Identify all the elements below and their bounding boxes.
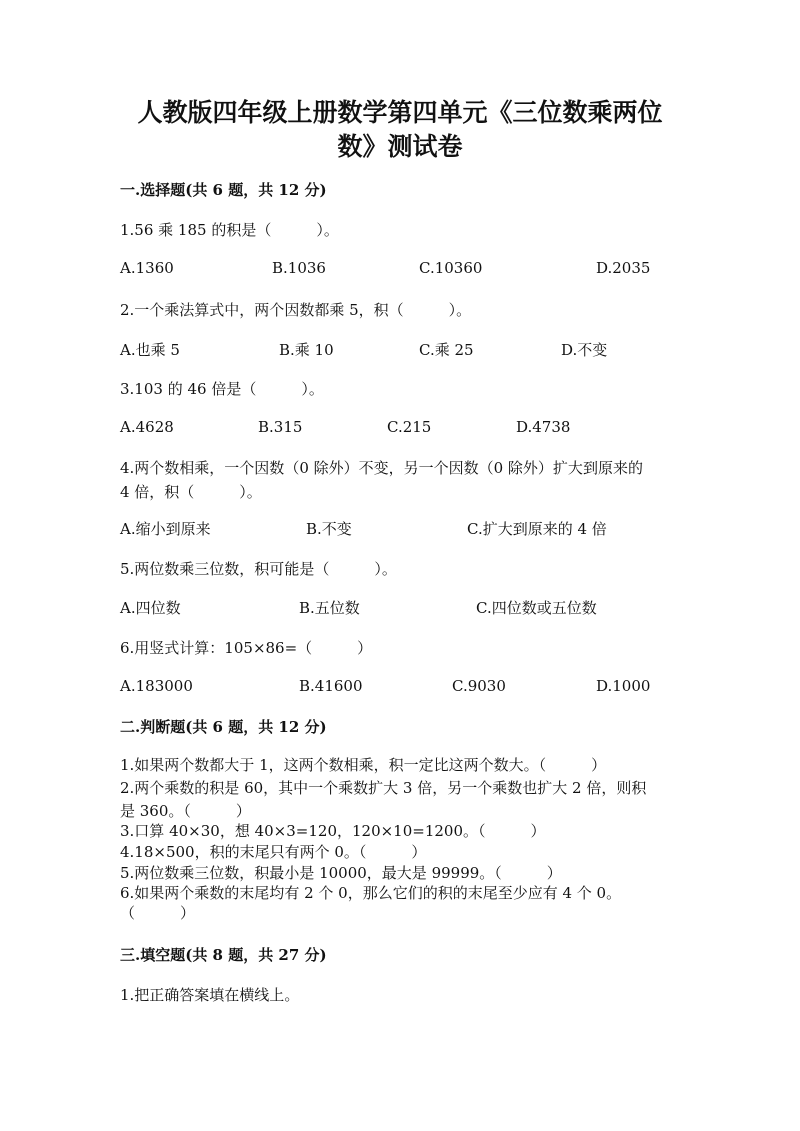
q3-option-c: C.215 <box>387 418 432 436</box>
question-4-line2: 4 倍，积（ ）。 <box>120 483 262 501</box>
section-heading-judge: 二.判断题(共 6 题，共 12 分) <box>120 718 327 736</box>
judge-item-2-line1: 2.两个乘数的积是 60，其中一个乘数扩大 3 倍，另一个乘数也扩大 2 倍，则积 <box>120 779 647 797</box>
q6-option-a: A.183000 <box>120 677 193 695</box>
q5-option-b: B.五位数 <box>299 599 360 617</box>
section-heading-fill: 三.填空题(共 8 题，共 27 分) <box>120 946 327 964</box>
q3-option-b: B.315 <box>258 418 303 436</box>
question-6: 6.用竖式计算：105×86=（ ） <box>120 639 373 657</box>
q6-option-d: D.1000 <box>596 677 651 695</box>
question-2: 2.一个乘法算式中，两个因数都乘 5，积（ ）。 <box>120 301 472 319</box>
judge-item-6-line2: （ ） <box>120 904 196 922</box>
question-5: 5.两位数乘三位数，积可能是（ ）。 <box>120 560 397 578</box>
q4-option-c: C.扩大到原来的 4 倍 <box>467 520 607 538</box>
q1-option-d: D.2035 <box>596 259 651 277</box>
q2-option-a: A.也乘 5 <box>120 341 180 359</box>
question-4-line1: 4.两个数相乘，一个因数（0 除外）不变，另一个因数（0 除外）扩大到原来的 <box>120 459 643 477</box>
judge-item-3: 3.口算 40×30，想 40×3=120，120×10=1200。（ ） <box>120 822 546 840</box>
judge-item-1: 1.如果两个数都大于 1，这两个数相乘，积一定比这两个数大。（ ） <box>120 756 607 774</box>
q6-option-b: B.41600 <box>299 677 363 695</box>
judge-item-5: 5.两位数乘三位数，积最小是 10000，最大是 99999。（ ） <box>120 864 562 882</box>
q5-option-c: C.四位数或五位数 <box>476 599 597 617</box>
q1-option-c: C.10360 <box>419 259 483 277</box>
judge-item-4: 4.18×500，积的末尾只有两个 0。（ ） <box>120 843 427 861</box>
question-1: 1.56 乘 185 的积是（ ）。 <box>120 221 339 239</box>
q2-option-b: B.乘 10 <box>279 341 334 359</box>
judge-item-6-line1: 6.如果两个乘数的末尾均有 2 个 0，那么它们的积的末尾至少应有 4 个 0。 <box>120 884 622 902</box>
q1-option-a: A.1360 <box>120 259 174 277</box>
judge-item-2-line2: 是 360。（ ） <box>120 802 251 820</box>
q2-option-c: C.乘 25 <box>419 341 474 359</box>
q2-option-d: D.不变 <box>561 341 608 359</box>
q1-option-b: B.1036 <box>272 259 326 277</box>
page-title-line2: 数》测试卷 <box>337 132 463 161</box>
q4-option-b: B.不变 <box>306 520 352 538</box>
question-3: 3.103 的 46 倍是（ ）。 <box>120 380 324 398</box>
fill-item-1: 1.把正确答案填在横线上。 <box>120 986 300 1004</box>
q3-option-a: A.4628 <box>120 418 174 436</box>
section-heading-choice: 一.选择题(共 6 题，共 12 分) <box>120 181 327 199</box>
page-title-line1: 人教版四年级上册数学第四单元《三位数乘两位 <box>137 98 663 127</box>
q4-option-a: A.缩小到原来 <box>120 520 211 538</box>
q6-option-c: C.9030 <box>452 677 506 695</box>
q5-option-a: A.四位数 <box>120 599 181 617</box>
q3-option-d: D.4738 <box>516 418 571 436</box>
